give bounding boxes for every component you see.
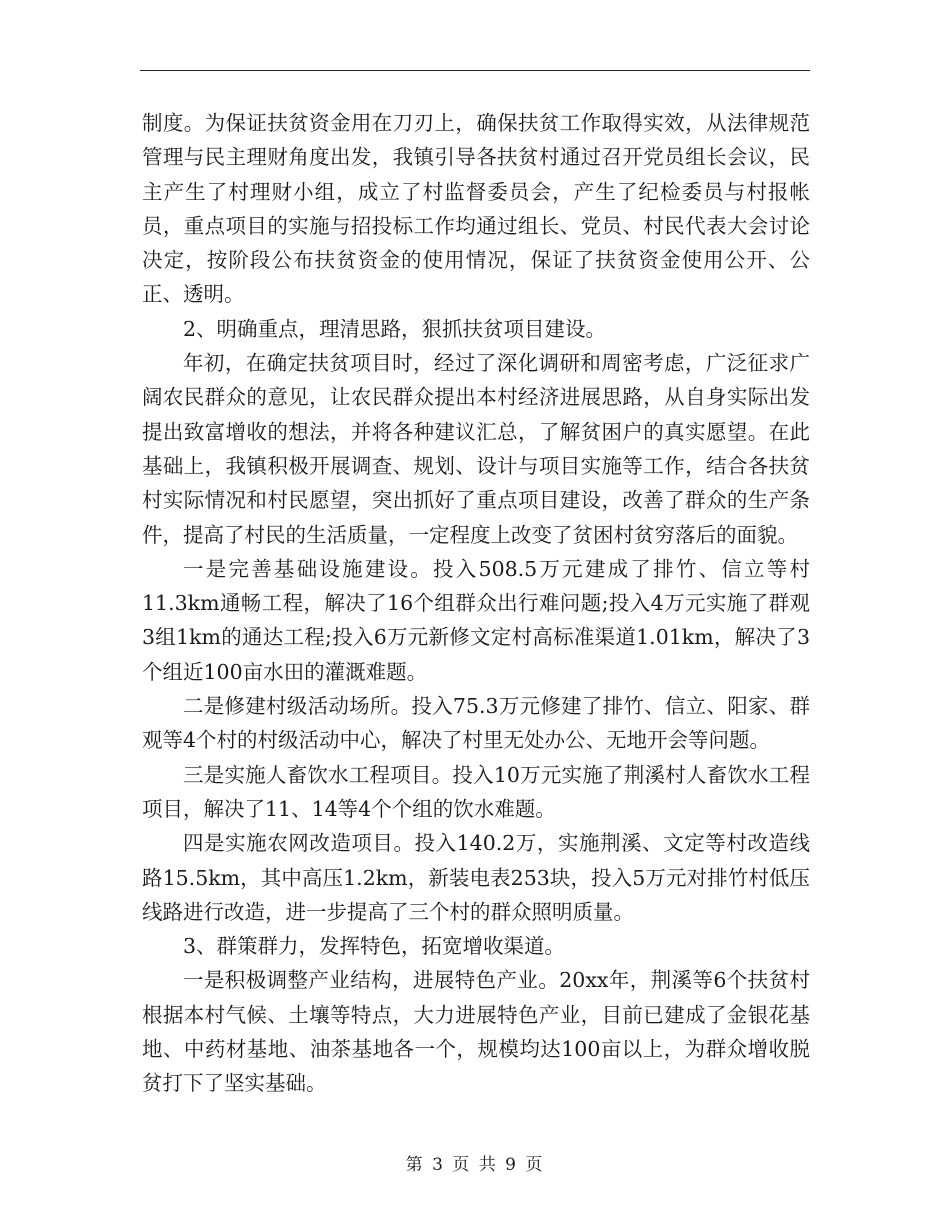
header-rule [140, 70, 810, 71]
paragraph-continuation: 制度。为保证扶贫资金用在刀刃上，确保扶贫工作取得实效，从法律规范管理与民主理财角度出发，我镇引导各扶贫村通过召开党员组长会议，民主产生了村理财小组，成立了村监督委员会，产生了纪检委员与村报帐员，重点项目的实施与招投标工作均通过组长、党员、村民代表大会讨论决定，按阶段公布扶贫资金的使用情况，保证了扶贫资金使用公开、公正、透明。 [142, 111, 810, 307]
section-heading-2: 2、明确重点，理清思路，狠抓扶贫项目建设。 [183, 316, 607, 341]
paragraph-grid-upgrade: 四是实施农网改造项目。投入140.2万，实施荆溪、文定等村改造线路15.5km，其中高压1.2km，新装电表253块，投入5万元对排竹村低压线路进行改造，进一步提高了三个村的群众照明质量。 [142, 831, 810, 924]
paragraph-activity-venues: 二是修建村级活动场所。投入75.3万元修建了排竹、信立、阳家、群观等4个村的村级活动中心，解决了村里无处办公、无地开会等问题。 [142, 694, 810, 753]
document-body [142, 106, 810, 1101]
paragraph-project-planning: 年初，在确定扶贫项目时，经过了深化调研和周密考虑，广泛征求广阔农民群众的意见，让农民群众提出本村经济进展思路，从自身实际出发提出致富增收的想法，并将各种建议汇总，了解贫困户的真实愿望。在此基础上，我镇积极开展调查、规划、设计与项目实施等工作，结合各扶贫村实际情况和村民愿望，突出抓好了重点项目建设，改善了群众的生产条件，提高了村民的生活质量，一定程度上改变了贫困村贫穷落后的面貌。 [142, 351, 810, 547]
paragraph-infrastructure: 一是完善基础设施建设。投入508.5万元建成了排竹、信立等村11.3km通畅工程，解决了16个组群众出行难问题;投入4万元实施了群观3组1km的通达工程;投入6万元新修文定村高标准渠道1.01km，解决了3个组近100亩水田的灌溉难题。 [142, 556, 810, 684]
page-number-footer: 第 3 页 共 9 页 [405, 1155, 545, 1175]
paragraph-drinking-water: 三是实施人畜饮水工程项目。投入10万元实施了荆溪村人畜饮水工程项目，解决了11、14等4个个组的饮水难题。 [142, 762, 810, 821]
paragraph-industry: 一是积极调整产业结构，进展特色产业。20xx年，荆溪等6个扶贫村根据本村气候、土壤等特点，大力进展特色产业，目前已建成了金银花基地、中药材基地、油茶基地各一个，规模均达100亩以上，为群众增收脱贫打下了坚实基础。 [142, 968, 810, 1096]
section-heading-3: 3、群策群力，发挥特色，拓宽增收渠道。 [183, 934, 566, 959]
